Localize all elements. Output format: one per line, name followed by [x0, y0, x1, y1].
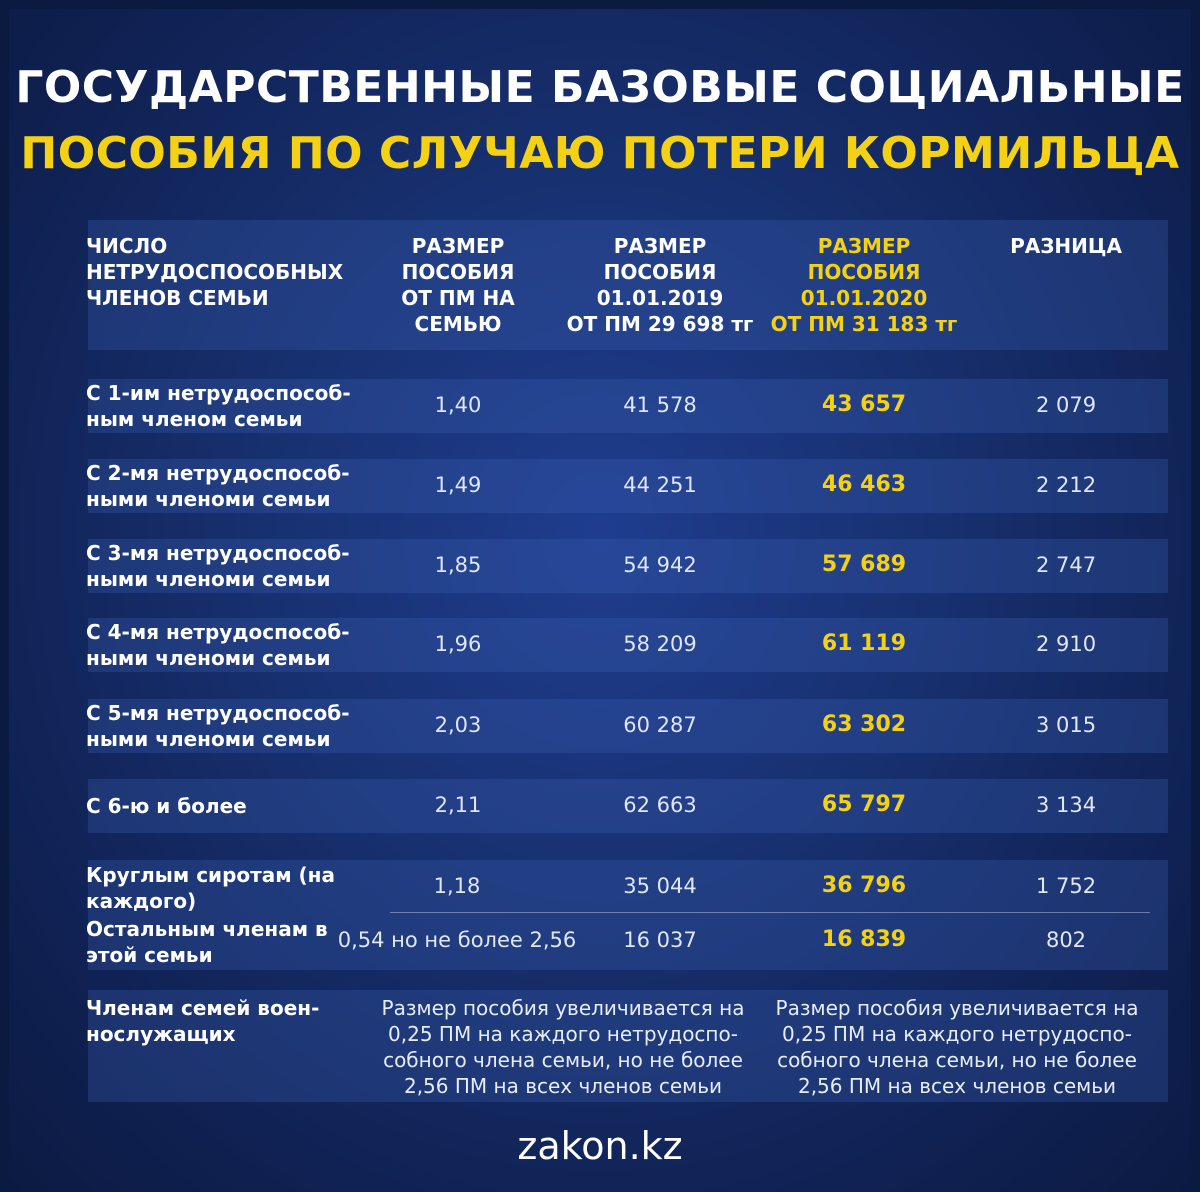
orphans-2019: 16 037 — [623, 928, 697, 952]
orphans-2020: 16 839 — [821, 927, 907, 952]
orphans-ratio: 1,18 — [433, 874, 481, 898]
row-2019: 58 209 — [623, 632, 697, 656]
header-2020: РАЗМЕР ПОСОБИЯ 01.01.2020 ОТ ПМ 31 183 тг — [770, 234, 958, 336]
title-line-1: ГОСУДАРСТВЕННЫЕ БАЗОВЫЕ СОЦИАЛЬНЫЕ — [15, 62, 1185, 113]
row-2019: 62 663 — [623, 793, 697, 817]
row-diff: 2 747 — [1035, 553, 1097, 577]
row-ratio: 1,96 — [434, 632, 482, 656]
zakon-logo: zakon.kz — [517, 1124, 683, 1168]
row-2020: 65 797 — [821, 792, 907, 817]
row-label: С 1-им нетрудоспособ- ным членом семьи — [86, 381, 351, 431]
row-2020: 61 119 — [821, 631, 907, 656]
orphans-divider — [390, 912, 1150, 913]
orphans-diff: 802 — [1045, 928, 1087, 952]
header-2019: РАЗМЕР ПОСОБИЯ 01.01.2019 ОТ ПМ 29 698 тг — [566, 234, 754, 336]
row-ratio: 1,40 — [434, 393, 482, 417]
title-line-2: ПОСОБИЯ ПО СЛУЧАЮ ПОТЕРИ КОРМИЛЬЦА — [20, 128, 1180, 179]
military-label: Членам семей воен- нослужащих — [86, 996, 320, 1046]
orphans-ratio: 0,54 но не более 2,56 — [337, 928, 577, 952]
header-count: ЧИСЛО НЕТРУДОСПОСОБНЫХ ЧЛЕНОВ СЕМЬИ — [86, 234, 344, 310]
row-2019: 54 942 — [623, 553, 697, 577]
row-label: С 6-ю и более — [86, 794, 247, 818]
row-diff: 3 134 — [1035, 793, 1097, 817]
military-note-2020: Размер пособия увеличивается на 0,25 ПМ на каждого нетрудоспо- собного члена семьи, но не более 2,56 ПМ на всех членов семьи — [775, 996, 1139, 1098]
row-label: С 5-мя нетрудоспособ- ными членоми семьи — [86, 701, 350, 751]
row-label: С 2-мя нетрудоспособ- ными членоми семьи — [86, 461, 350, 511]
row-2019: 60 287 — [623, 713, 697, 737]
row-2020: 57 689 — [821, 552, 907, 577]
orphans-2020: 36 796 — [821, 873, 907, 898]
military-note-2019: Размер пособия увеличивается на 0,25 ПМ на каждого нетрудоспо- собного члена семьи, но не более 2,56 ПМ на всех членов семьи — [381, 996, 745, 1098]
row-2020: 46 463 — [821, 472, 907, 497]
row-label: С 4-мя нетрудоспособ- ными членоми семьи — [86, 620, 350, 670]
header-diff: РАЗНИЦА — [1010, 234, 1122, 258]
row-ratio: 1,49 — [434, 473, 482, 497]
row-label: С 3-мя нетрудоспособ- ными членоми семьи — [86, 541, 350, 591]
row-diff: 2 212 — [1035, 473, 1097, 497]
orphans-2019: 35 044 — [623, 874, 697, 898]
row-diff: 2 079 — [1035, 393, 1097, 417]
row-2019: 44 251 — [623, 473, 697, 497]
row-ratio: 2,03 — [434, 713, 482, 737]
row-ratio: 1,85 — [434, 553, 482, 577]
row-diff: 3 015 — [1035, 713, 1097, 737]
orphans-label: Остальным членам в этой семьи — [86, 917, 328, 967]
header-ratio: РАЗМЕР ПОСОБИЯ ОТ ПМ НА СЕМЬЮ — [401, 234, 515, 336]
row-2019: 41 578 — [623, 393, 697, 417]
row-2020: 63 302 — [821, 712, 907, 737]
orphans-label: Круглым сиротам (на каждого) — [86, 863, 335, 913]
row-2020: 43 657 — [821, 392, 907, 417]
row-diff: 2 910 — [1035, 632, 1097, 656]
orphans-diff: 1 752 — [1035, 874, 1097, 898]
row-ratio: 2,11 — [434, 793, 482, 817]
